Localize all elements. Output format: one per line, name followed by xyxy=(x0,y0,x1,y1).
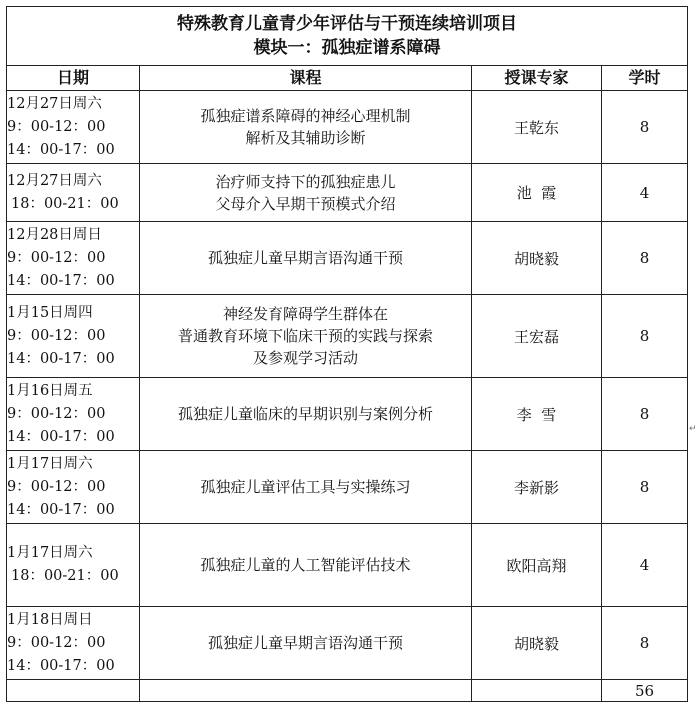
course-line: 孤独症谱系障碍的神经心理机制 xyxy=(200,107,411,125)
course-cell xyxy=(140,91,472,164)
table-row xyxy=(7,222,688,295)
date-cell xyxy=(7,607,140,680)
expert-cell: 李新影 xyxy=(472,451,602,524)
table-row xyxy=(7,607,688,680)
date-cell xyxy=(7,164,140,222)
course-line: 普通教育环境下临床干预的实践与探索 xyxy=(177,327,433,345)
expert-cell: 李 雪 xyxy=(472,378,602,451)
course-line: 父母介入早期干预模式介绍 xyxy=(215,194,396,213)
expert-cell: 胡晓毅 xyxy=(472,607,602,680)
date-cell xyxy=(7,222,140,295)
hours-cell: 8 xyxy=(602,451,688,524)
course-cell xyxy=(140,524,472,607)
hours-cell: 8 xyxy=(602,222,688,295)
date-time: 9：00-12：00 xyxy=(7,118,106,135)
date-day: 1月18日周日 xyxy=(7,611,93,628)
date-cell xyxy=(7,378,140,451)
date-cell xyxy=(7,91,140,164)
date-time: 18：00-21：00 xyxy=(11,568,119,584)
date-time: 9：00-12：00 xyxy=(7,249,106,266)
date-cell xyxy=(7,451,140,524)
date-time: 9：00-12：00 xyxy=(7,327,106,344)
header-course: 课程 xyxy=(140,66,472,91)
date-time: 14：00-17：00 xyxy=(7,350,115,367)
expert-cell: 池 霞 xyxy=(472,164,602,222)
date-day: 1月17日周六 xyxy=(7,545,93,561)
course-line: 孤独症儿童早期言语沟通干预 xyxy=(207,249,403,267)
date-cell xyxy=(7,295,140,378)
course-line: 神经发育障碍学生群体在 xyxy=(222,305,388,323)
date-time: 9：00-12：00 xyxy=(7,634,106,651)
course-line: 治疗师支持下的孤独症患儿 xyxy=(215,172,396,191)
table-row xyxy=(7,378,688,451)
date-time: 14：00-17：00 xyxy=(7,428,115,445)
date-day: 1月16日周五 xyxy=(7,382,93,399)
date-cell xyxy=(7,524,140,607)
total-hours-cell: 56 xyxy=(602,680,688,702)
date-day: 12月28日周日 xyxy=(7,226,102,243)
empty-cell xyxy=(472,680,602,702)
header-hours: 学时 xyxy=(602,66,688,91)
header-date: 日期 xyxy=(7,66,140,91)
date-time: 14：00-17：00 xyxy=(7,272,115,289)
title-line-2: 模块一：孤独症谱系障碍 xyxy=(253,38,441,58)
header-row xyxy=(7,66,688,91)
paragraph-return-icon: ↵ xyxy=(689,424,697,434)
course-line: 孤独症儿童评估工具与实操练习 xyxy=(200,478,411,496)
hours-cell: 8 xyxy=(602,295,688,378)
date-day: 1月17日周六 xyxy=(7,455,93,472)
course-line: 及参观学习活动 xyxy=(252,349,358,367)
course-cell xyxy=(140,164,472,222)
date-day: 12月27日周六 xyxy=(7,172,102,189)
header-expert: 授课专家 xyxy=(472,66,602,91)
table-row xyxy=(7,524,688,607)
training-schedule-table xyxy=(6,6,688,702)
empty-cell xyxy=(7,680,140,702)
course-cell xyxy=(140,222,472,295)
hours-cell: 8 xyxy=(602,607,688,680)
expert-cell: 王宏磊 xyxy=(472,295,602,378)
date-time: 9：00-12：00 xyxy=(7,478,106,495)
total-row xyxy=(7,680,688,702)
date-day: 1月15日周四 xyxy=(7,304,93,321)
hours-cell: 4 xyxy=(602,164,688,222)
course-cell xyxy=(140,607,472,680)
course-line: 孤独症儿童早期言语沟通干预 xyxy=(207,634,403,652)
expert-cell: 王乾东 xyxy=(472,91,602,164)
expert-cell: 欧阳高翔 xyxy=(472,524,602,607)
date-time: 14：00-17：00 xyxy=(7,141,115,158)
date-time: 14：00-17：00 xyxy=(7,657,115,674)
date-day: 12月27日周六 xyxy=(7,95,102,112)
course-cell xyxy=(140,378,472,451)
course-line: 孤独症儿童临床的早期识别与案例分析 xyxy=(177,405,433,423)
table-row xyxy=(7,91,688,164)
hours-cell: 8 xyxy=(602,378,688,451)
course-line: 孤独症儿童的人工智能评估技术 xyxy=(200,556,411,574)
date-time: 9：00-12：00 xyxy=(7,405,106,422)
table-row xyxy=(7,451,688,524)
table-row xyxy=(7,295,688,378)
table-row xyxy=(7,164,688,222)
expert-cell: 胡晓毅 xyxy=(472,222,602,295)
course-line: 解析及其辅助诊断 xyxy=(245,129,366,147)
date-time: 18：00-21：00 xyxy=(11,195,119,212)
date-time: 14：00-17：00 xyxy=(7,501,115,518)
course-cell xyxy=(140,295,472,378)
hours-cell: 4 xyxy=(602,524,688,607)
course-cell xyxy=(140,451,472,524)
hours-cell: 8 xyxy=(602,91,688,164)
table-title xyxy=(7,7,688,66)
empty-cell xyxy=(140,680,472,702)
title-line-1: 特殊教育儿童青少年评估与干预连续培训项目 xyxy=(177,14,517,34)
